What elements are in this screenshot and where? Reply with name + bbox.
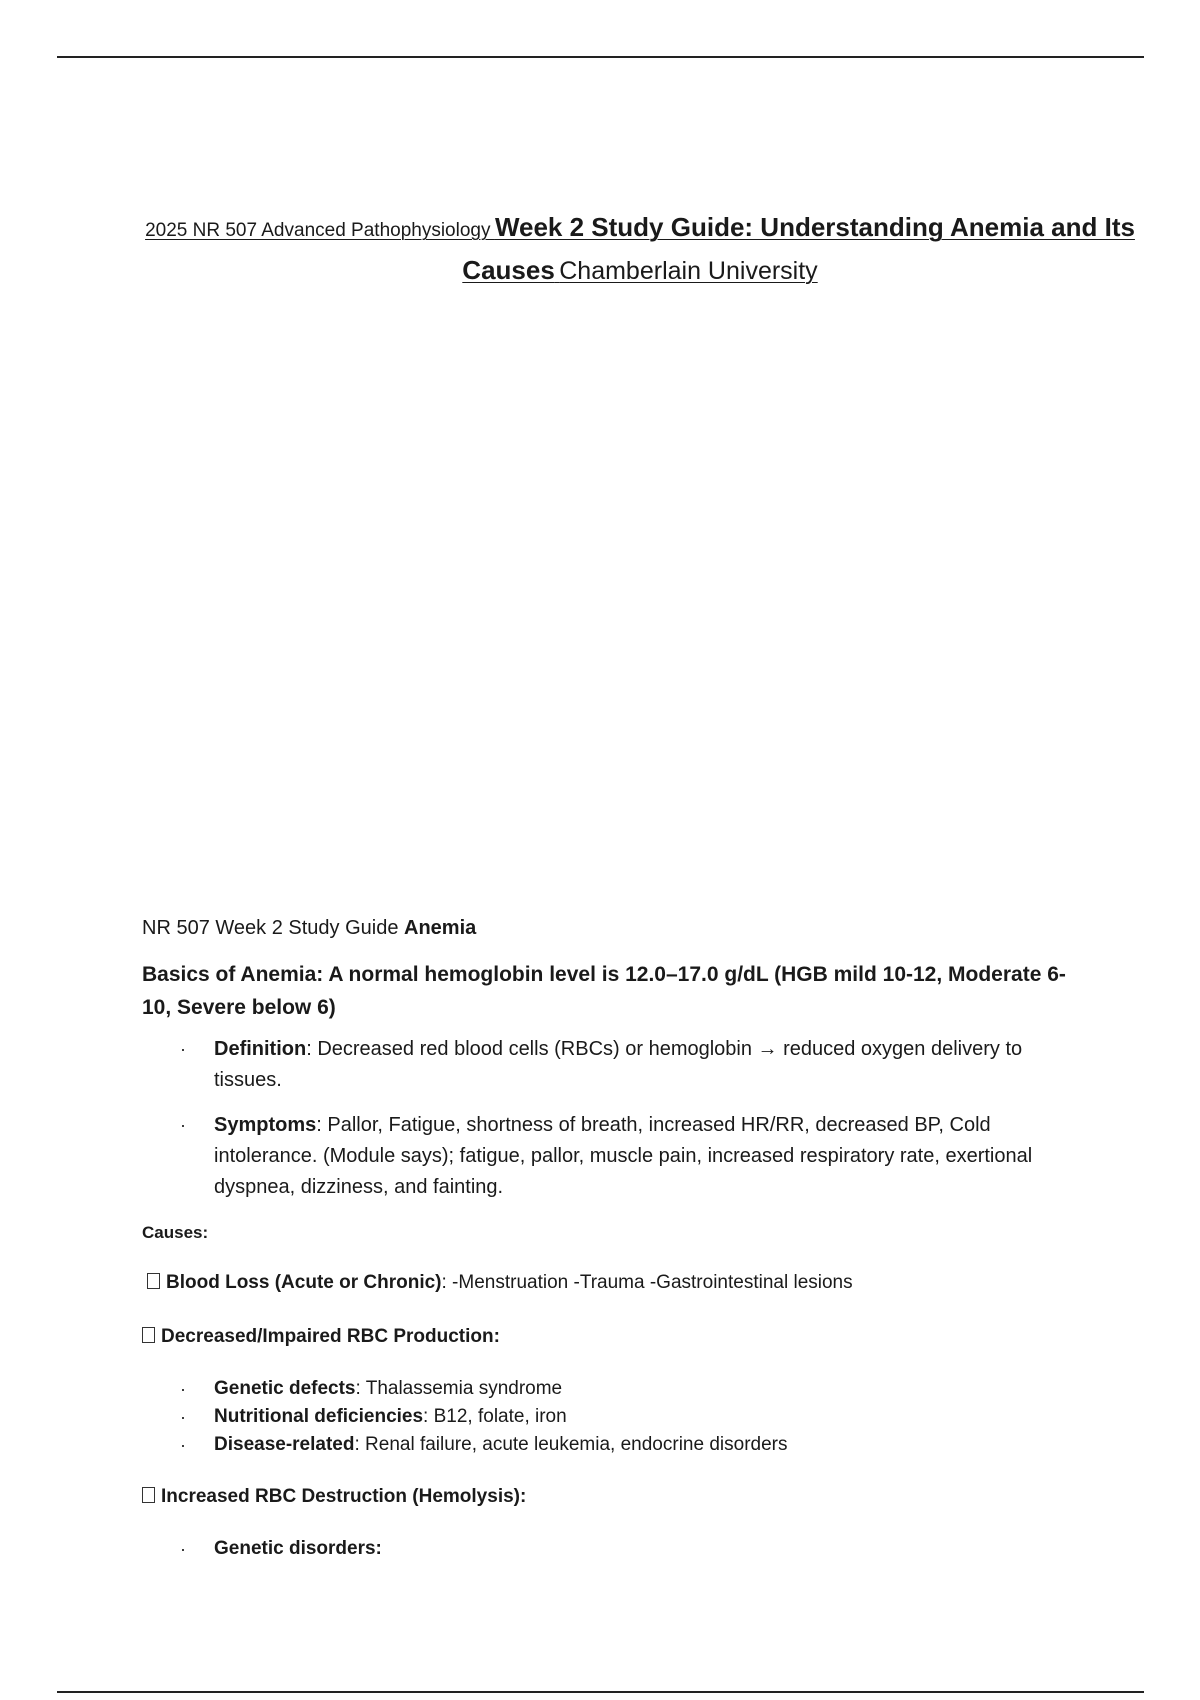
blood-loss-line bbox=[142, 1267, 1092, 1299]
bottom-rule bbox=[57, 1691, 1144, 1693]
production-heading-text: Decreased/Impaired RBC Production: bbox=[161, 1326, 500, 1347]
production-list bbox=[142, 1375, 1092, 1459]
bullet-icon: · bbox=[180, 1379, 186, 1399]
production-heading bbox=[142, 1321, 1092, 1353]
item-label: Genetic disorders: bbox=[214, 1538, 382, 1559]
definition-label: Definition bbox=[214, 1038, 307, 1060]
study-guide-content bbox=[142, 912, 1092, 1585]
intro-subject: Anemia bbox=[404, 917, 477, 939]
list-item bbox=[142, 1375, 1092, 1403]
item-label: Genetic defects bbox=[214, 1378, 356, 1399]
item-text: : B12, folate, iron bbox=[423, 1406, 567, 1427]
list-item bbox=[142, 1431, 1092, 1459]
document-title bbox=[130, 208, 1150, 294]
causes-heading: Causes: bbox=[142, 1223, 209, 1242]
item-text: : Thalassemia syndrome bbox=[355, 1378, 563, 1399]
symptoms-item bbox=[142, 1110, 1092, 1203]
symptoms-label: Symptoms bbox=[214, 1114, 317, 1136]
definition-text: : Decreased red blood cells (RBCs) or hemoglobin → reduced oxygen delivery to tissues. bbox=[214, 1038, 1023, 1091]
course-line: 2025 NR 507 Advanced Pathophysiology bbox=[145, 220, 491, 241]
university-name: Chamberlain University bbox=[559, 257, 818, 285]
bullet-icon: · bbox=[180, 1435, 186, 1455]
title-bold: Week 2 Study Guide: Understanding Anemia and Its Causes bbox=[462, 212, 1135, 285]
symptoms-text: : Pallor, Fatigue, shortness of breath, increased HR/RR, decreased BP, Cold intolerance. (Module says); fatigue, pallor, muscle pain, increased respiratory rate, exertional dyspnea, dizziness, and fainting. bbox=[214, 1114, 1033, 1198]
checkbox-glyph-icon bbox=[142, 1327, 155, 1343]
list-item bbox=[142, 1403, 1092, 1431]
bullet-icon: · bbox=[180, 1539, 186, 1559]
bullet-icon: · bbox=[180, 1039, 186, 1059]
item-label: Nutritional deficiencies bbox=[214, 1406, 424, 1427]
blood-loss-text: : -Menstruation -Trauma -Gastrointestinal lesions bbox=[441, 1272, 853, 1293]
definition-item bbox=[142, 1034, 1092, 1096]
top-rule bbox=[57, 56, 1144, 58]
item-text: : Renal failure, acute leukemia, endocrine disorders bbox=[354, 1434, 788, 1455]
basics-heading: Basics of Anemia: A normal hemoglobin level is 12.0–17.0 g/dL (HGB mild 10-12, Moderate 6-10, Severe below 6) bbox=[142, 963, 1066, 1019]
bullet-icon: · bbox=[180, 1115, 186, 1135]
list-item bbox=[142, 1535, 1092, 1563]
intro-prefix: NR 507 Week 2 Study Guide bbox=[142, 917, 399, 939]
intro-line bbox=[142, 912, 1092, 944]
checkbox-glyph-icon bbox=[147, 1273, 160, 1289]
destruction-heading-text: Increased RBC Destruction (Hemolysis): bbox=[161, 1486, 527, 1507]
checkbox-glyph-icon bbox=[142, 1487, 155, 1503]
blood-loss-label: Blood Loss (Acute or Chronic) bbox=[166, 1272, 442, 1293]
destruction-heading bbox=[142, 1481, 1092, 1513]
bullet-icon: · bbox=[180, 1407, 186, 1427]
destruction-list bbox=[142, 1535, 1092, 1563]
item-label: Disease-related bbox=[214, 1434, 355, 1455]
